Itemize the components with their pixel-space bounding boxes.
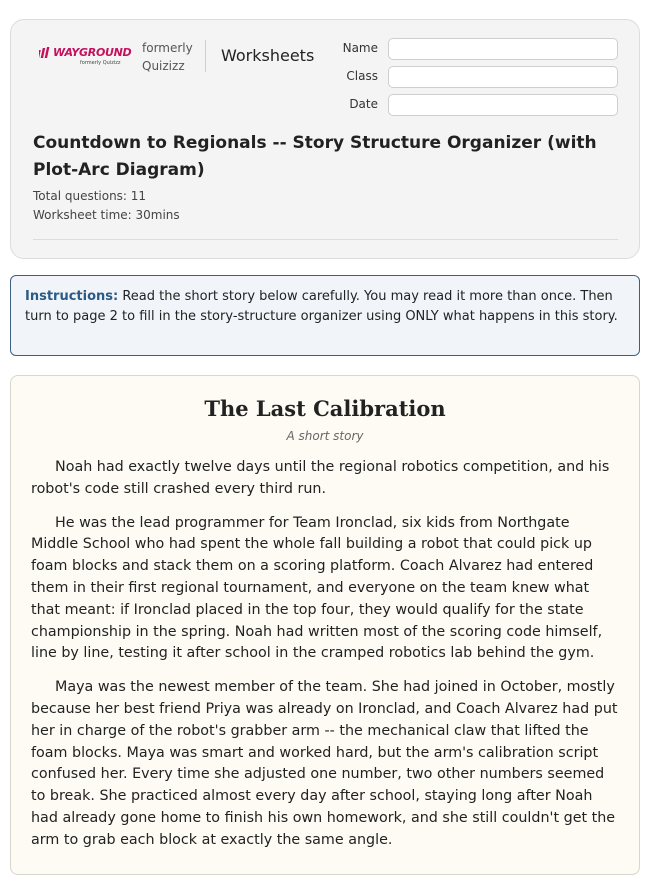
story-paragraph: Noah had exactly twelve days until the regional robotics competition, and his robot's code still crashed every third run. <box>31 459 610 497</box>
formerly-name: Quizizz <box>142 59 185 73</box>
story-paragraph: He was the lead programmer for Team Ironclad, six kids from Northgate Middle School who had spent the whole fall building a robot that could pick up foam blocks and stack them on a scoring platform. Coach Alvarez had entered them in their first regional tournament, and everyone on the team knew what that meant: if Ironclad placed in the top four, they would qualify for the state championship in the spring. Noah had written most of the scoring code himself, line by line, testing it after school in the cramped robotics lab behind the gym. <box>31 514 603 662</box>
wayground-logo <box>39 45 132 79</box>
brand-wordmark: WAYGROUND <box>53 46 132 59</box>
brand-subtext: formerly Quizizz <box>80 60 121 66</box>
name-label: Name <box>342 41 378 55</box>
worksheet-title: Countdown to Regionals -- Story Structure Organizer (with Plot-Arc Diagram) <box>33 133 597 180</box>
instructions-text: Read the short story below carefully. You may read it more than once. Then turn to page 2 to fill in the story-structure organizer using ONLY what happens in this story. <box>25 289 618 324</box>
story-subtitle: A short story <box>286 429 364 443</box>
instructions-label: Instructions: <box>25 289 119 304</box>
story-paragraph: Maya was the newest member of the team. She had joined in October, mostly because her best friend Priya was already on Ironclad, and Coach Alvarez had put her in charge of the robot's grabber arm -- the mechanical claw that lifted the foam blocks. Maya was smart and worked hard, but the arm's calibration script confused her. Every time she adjusted one number, two other numbers seemed to break. She practiced almost every day after school, staying long after Noah had already gone home to finish his own homework, and she still couldn't get the arm to grab each block at exactly the same angle. <box>31 679 618 848</box>
instructions-box <box>10 275 640 356</box>
doc-type-label: Worksheets <box>221 46 315 65</box>
worksheet-header <box>10 19 640 259</box>
story-title: The Last Calibration <box>204 396 446 421</box>
name-field[interactable] <box>388 38 618 60</box>
logo-mark-icon <box>39 47 52 58</box>
class-field[interactable] <box>388 66 618 88</box>
story-panel <box>10 375 640 875</box>
header-divider <box>205 40 206 72</box>
header-rule <box>33 239 618 240</box>
formerly-note <box>142 39 193 75</box>
class-label: Class <box>346 69 378 83</box>
date-field[interactable] <box>388 94 618 116</box>
formerly-label: formerly <box>142 41 193 55</box>
date-label: Date <box>349 97 378 111</box>
worksheet-time: Worksheet time: 30mins <box>33 208 180 222</box>
total-questions: Total questions: 11 <box>33 189 147 203</box>
